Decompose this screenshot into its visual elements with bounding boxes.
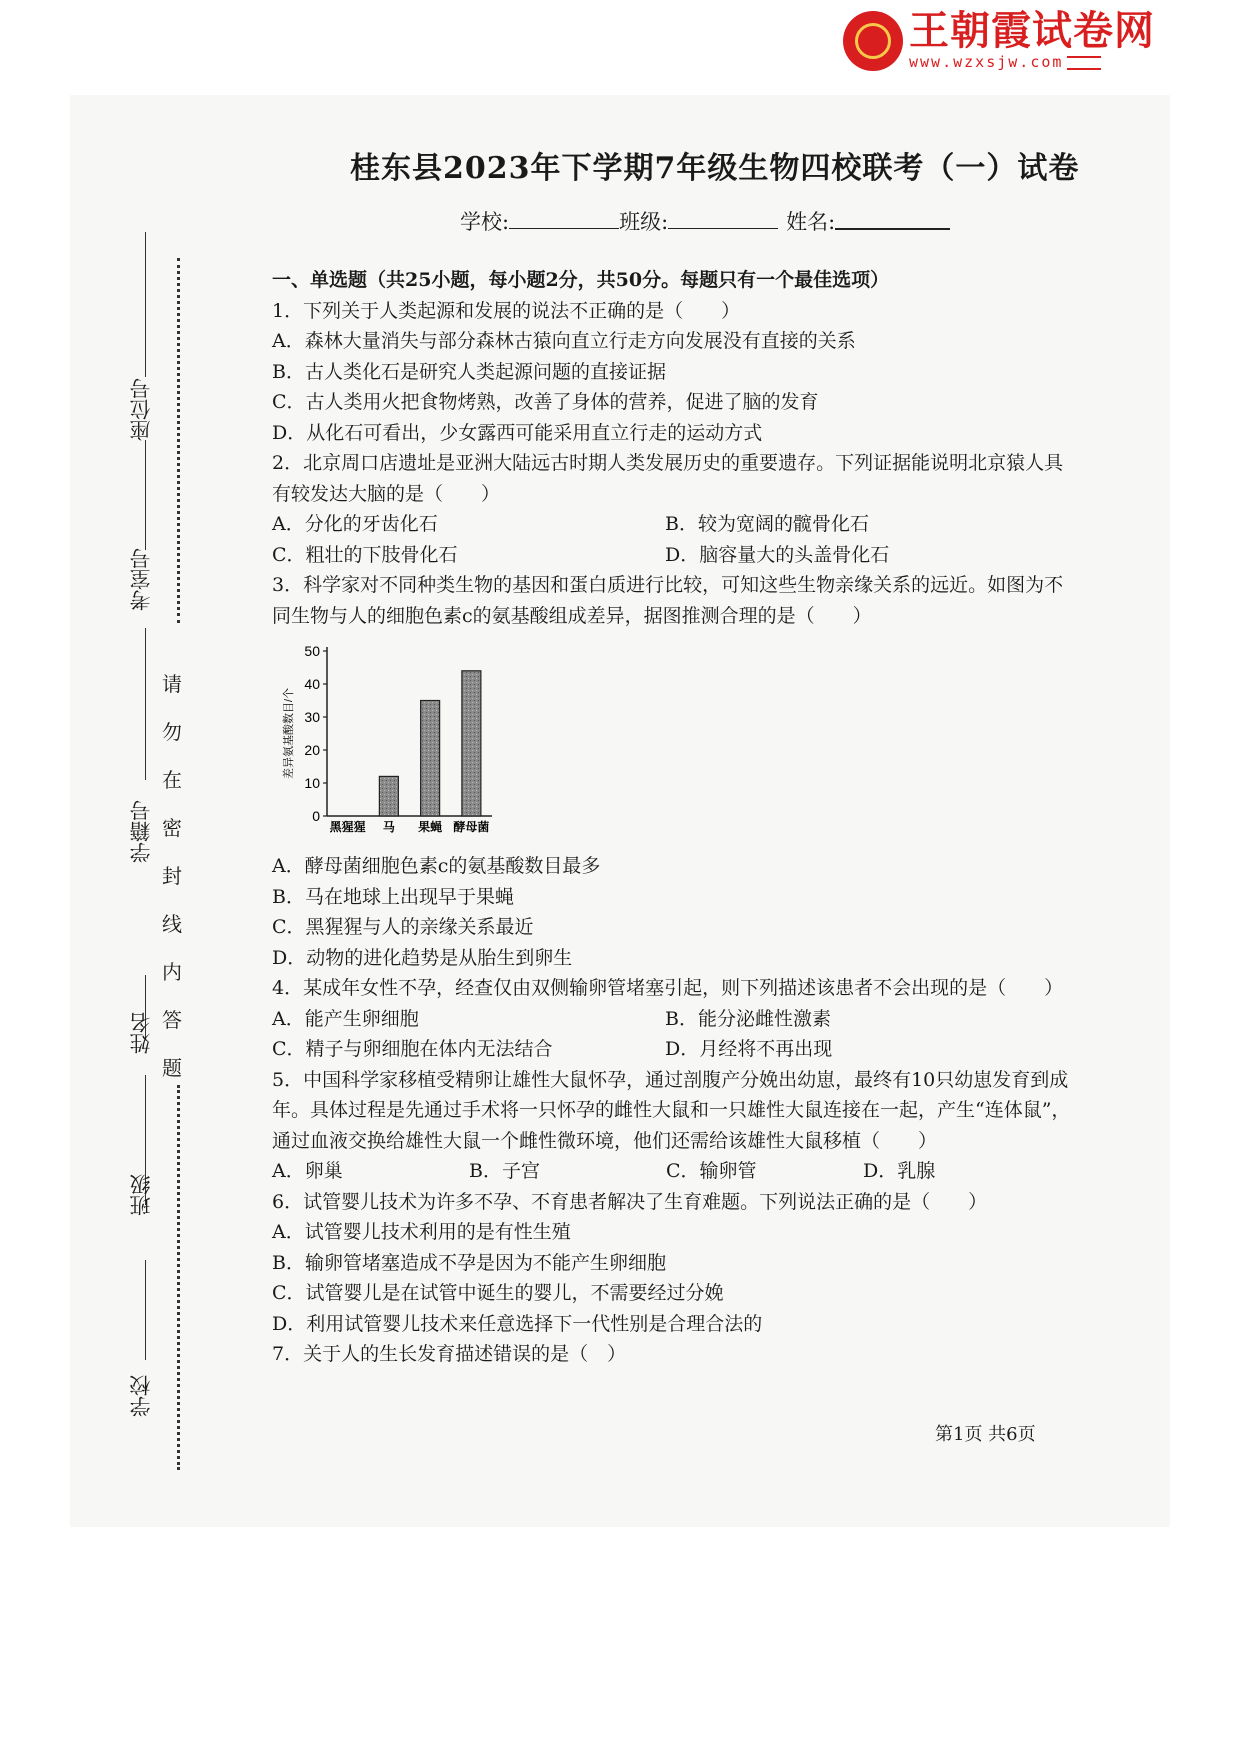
class-side-label: 班级 bbox=[129, 1174, 153, 1216]
school-blank bbox=[509, 206, 619, 229]
question-1-option-b: B．古人类化石是研究人类起源问题的直接证据 bbox=[272, 360, 666, 383]
section-heading: 一、单选题（共25小题，每小题2分，共50分。每题只有一个最佳选项） bbox=[272, 269, 890, 291]
question-2-option-b: B．较为宽阔的髋骨化石 bbox=[665, 513, 869, 535]
question-5-option-d: D．乳腺 bbox=[863, 1160, 936, 1182]
x-tick-label: 果蝇 bbox=[418, 820, 443, 834]
site-logo[interactable] bbox=[843, 10, 1155, 72]
question-5-option-a: A．卵巢 bbox=[272, 1160, 343, 1182]
question-2-option-a: A．分化的牙齿化石 bbox=[272, 513, 438, 535]
seal-warning-char: 请 bbox=[162, 672, 182, 696]
question-5-stem-cont: 通过血液交换给雄性大鼠一个雌性微环境，他们还需给该雄性大鼠移植（ ） bbox=[272, 1129, 938, 1152]
question-1-option-d: D．从化石可看出，少女露西可能采用直立行走的运动方式 bbox=[272, 421, 763, 444]
question-7-stem: 7．关于人的生长发育描述错误的是（ ） bbox=[272, 1343, 627, 1365]
question-6-option-a: A．试管婴儿技术利用的是有性生殖 bbox=[272, 1221, 571, 1243]
y-tick-label: 40 bbox=[304, 676, 320, 692]
seal-warning-char: 密 bbox=[162, 816, 182, 840]
exam-title: 桂东县2023年下学期7年级生物四校联考（一）试卷 bbox=[350, 151, 1080, 186]
name-label: 姓名: bbox=[786, 210, 836, 234]
seal-line-bottom bbox=[177, 1085, 180, 1470]
seal-line-top bbox=[177, 258, 180, 623]
question-6-option-c: C．试管婴儿是在试管中诞生的婴儿，不需要经过分娩 bbox=[272, 1282, 724, 1304]
question-6-option-b: B．输卵管堵塞造成不孕是因为不能产生卵细胞 bbox=[272, 1251, 666, 1274]
question-3-option-a: A．酵母菌细胞色素c的氨基酸数目最多 bbox=[272, 855, 601, 877]
y-tick-label: 30 bbox=[304, 709, 320, 725]
student-id-label: 学籍号 bbox=[129, 800, 153, 863]
y-tick-label: 10 bbox=[304, 775, 320, 791]
exam-room-label: 考室号 bbox=[129, 548, 153, 611]
question-4-option-a: A．能产生卵细胞 bbox=[272, 1007, 419, 1030]
y-tick-label: 0 bbox=[312, 808, 320, 824]
question-2-option-c: C．粗壮的下肢骨化石 bbox=[272, 543, 458, 566]
question-4-option-c: C．精子与卵细胞在体内无法结合 bbox=[272, 1038, 553, 1060]
page-number: 第1页 共6页 bbox=[935, 1424, 1036, 1445]
question-2-stem: 2．北京周口店遗址是亚洲大陆远古时期人类发展历史的重要遗存。下列证据能说明北京猿人具 bbox=[272, 452, 1064, 474]
question-3-option-b: B．马在地球上出现早于果蝇 bbox=[272, 885, 514, 908]
question-3-option-d: D．动物的进化趋势是从胎生到卵生 bbox=[272, 946, 573, 969]
question-5-option-b: B．子宫 bbox=[469, 1160, 540, 1182]
logo-url: www.wzxsjw.com bbox=[909, 53, 1064, 71]
question-2-stem-cont: 有较发达大脑的是（ ） bbox=[272, 482, 501, 505]
question-5-stem-cont: 年。具体过程是先通过手术将一只怀孕的雌性大鼠和一只雄性大鼠连接在一起，产生“连体鼠”， bbox=[272, 1099, 1071, 1121]
school-label: 学校: bbox=[460, 210, 510, 234]
student-info bbox=[460, 206, 950, 236]
question-1-stem: 1．下列关于人类起源和发展的说法不正确的是（ ） bbox=[272, 299, 741, 322]
amino-acid-difference-chart bbox=[270, 636, 500, 836]
x-tick-label: 黑猩猩 bbox=[329, 820, 366, 834]
question-4-option-d: D．月经将不再出现 bbox=[665, 1038, 833, 1060]
bar-1 bbox=[379, 776, 398, 816]
seal-warning-char: 内 bbox=[162, 960, 182, 984]
question-2-option-d: D．脑容量大的头盖骨化石 bbox=[665, 543, 890, 566]
school-side-label: 学校 bbox=[129, 1375, 153, 1417]
name-side-label: 姓名 bbox=[129, 1012, 153, 1054]
question-4-option-b: B．能分泌雌性激素 bbox=[665, 1007, 831, 1030]
y-tick-label: 50 bbox=[304, 643, 320, 659]
y-axis-label: 差异氨基酸数目/个 bbox=[283, 687, 295, 780]
question-3-stem: 3．科学家对不同种类生物的基因和蛋白质进行比较，可知这些生物亲缘关系的远近。如图为不 bbox=[272, 574, 1064, 596]
question-3-option-c: C．黑猩猩与人的亲缘关系最近 bbox=[272, 916, 534, 938]
x-tick-label: 马 bbox=[382, 820, 395, 834]
seal-warning-char: 答 bbox=[162, 1008, 182, 1032]
question-5-option-c: C．输卵管 bbox=[666, 1160, 757, 1182]
y-tick-label: 20 bbox=[304, 742, 320, 758]
bar-3 bbox=[462, 671, 481, 816]
seat-number-label: 座位号 bbox=[129, 378, 153, 441]
seal-warning-char: 勿 bbox=[162, 720, 182, 744]
class-blank bbox=[668, 206, 778, 229]
seal-warning-char: 在 bbox=[162, 768, 182, 792]
bar-2 bbox=[421, 701, 440, 817]
question-3-stem-cont: 同生物与人的细胞色素c的氨基酸组成差异，据图推测合理的是（ ） bbox=[272, 604, 872, 627]
x-tick-label: 酵母菌 bbox=[453, 820, 490, 834]
seal-warning-char: 线 bbox=[162, 912, 182, 936]
question-6-option-d: D．利用试管婴儿技术来任意选择下一代性别是合理合法的 bbox=[272, 1312, 763, 1335]
seal-warning-char: 封 bbox=[162, 864, 182, 888]
question-5-stem: 5．中国科学家移植受精卵让雄性大鼠怀孕，通过剖腹产分娩出幼崽，最终有10只幼崽发育到成 bbox=[272, 1068, 1069, 1091]
name-blank bbox=[835, 206, 950, 230]
question-1-option-a: A．森林大量消失与部分森林古猿向直立行走方向发展没有直接的关系 bbox=[272, 330, 856, 352]
question-6-stem: 6．试管婴儿技术为许多不孕、不育患者解决了生育难题。下列说法正确的是（ ） bbox=[272, 1190, 988, 1213]
question-4-stem: 4．某成年女性不孕，经查仅由双侧输卵管堵塞引起，则下列描述该患者不会出现的是（ ） bbox=[272, 977, 1064, 999]
question-1-option-c: C．古人类用火把食物烤熟，改善了身体的营养，促进了脑的发育 bbox=[272, 391, 819, 413]
class-label: 班级: bbox=[619, 210, 669, 234]
seal-warning-char: 题 bbox=[162, 1056, 182, 1080]
logo-seal-icon bbox=[843, 11, 903, 71]
logo-name: 王朝霞试卷网 bbox=[909, 8, 1155, 54]
